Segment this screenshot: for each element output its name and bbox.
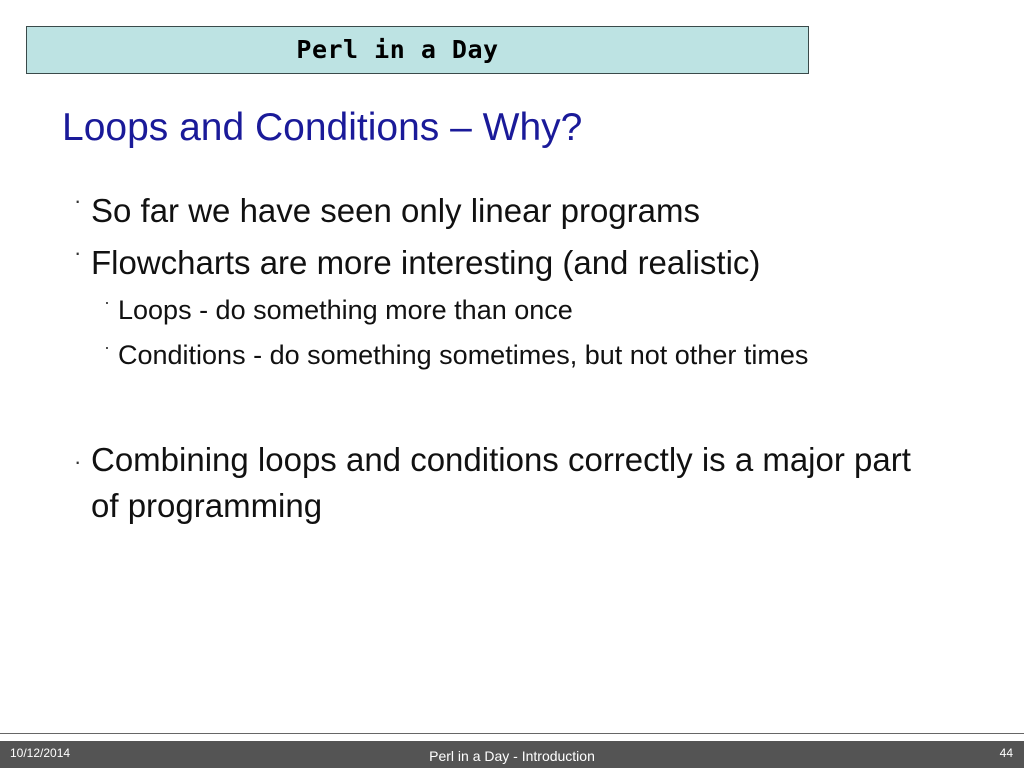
footer-bar bbox=[0, 741, 1024, 768]
bullet-text: So far we have seen only linear programs bbox=[91, 192, 700, 229]
bullet-text: Conditions - do something sometimes, but not other times bbox=[118, 340, 809, 370]
footer-date: 10/12/2014 bbox=[10, 746, 71, 760]
bullet-marker: · bbox=[104, 292, 110, 312]
bullet-text: Loops - do something more than once bbox=[118, 295, 573, 325]
footer-title: Perl in a Day - Introduction bbox=[429, 748, 595, 764]
sub-bullet-item bbox=[104, 292, 573, 326]
bullet-marker: · bbox=[74, 449, 82, 474]
bullet-text: Combining loops and conditions correctly is a major part of programming bbox=[91, 441, 911, 524]
bullet-text: Flowcharts are more interesting (and realistic) bbox=[91, 244, 761, 281]
bullet-item bbox=[74, 240, 761, 282]
header-title: Perl in a Day bbox=[296, 35, 499, 64]
bullet-item bbox=[74, 188, 700, 230]
sub-bullet-item bbox=[104, 337, 809, 371]
page-number: 44 bbox=[999, 746, 1013, 760]
bullet-marker: · bbox=[74, 188, 82, 213]
footer-divider bbox=[0, 733, 1024, 734]
bullet-marker: · bbox=[104, 337, 110, 357]
slide-title: Loops and Conditions – Why? bbox=[62, 106, 583, 149]
bullet-marker: · bbox=[74, 240, 82, 265]
bullet-item bbox=[74, 437, 931, 529]
